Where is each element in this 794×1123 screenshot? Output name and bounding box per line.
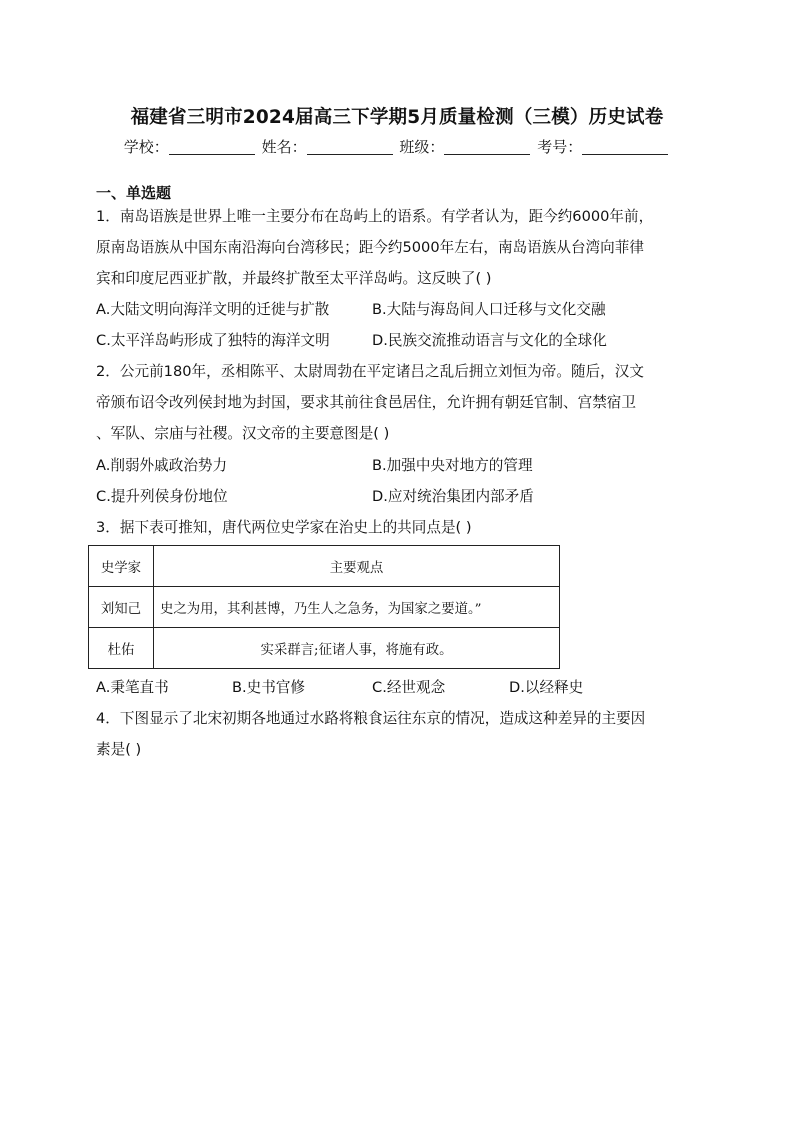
name-label: 姓名：	[261, 138, 307, 156]
table-row	[89, 628, 560, 669]
q2-stem-line-2: 帝颁布诏令改列侯封地为封国，要求其前往食邑居住，允许拥有朝廷官制、宫禁宿卫	[96, 394, 636, 411]
exam-title: 福建省三明市2024届高三下学期5月质量检测（三模）历史试卷	[130, 107, 664, 128]
section-title: 一、单选题	[96, 184, 172, 202]
student-info-row	[0, 136, 794, 157]
table-header-cell: 史学家	[89, 546, 154, 587]
q1-option-d: D.民族交流推动语言与文化的全球化	[372, 332, 607, 349]
historians-table	[88, 545, 560, 669]
q1-option-c: C.太平洋岛屿形成了独特的海洋文明	[96, 332, 330, 349]
q3-option-c: C.经世观念	[372, 679, 446, 696]
table-cell: 刘知己	[89, 587, 154, 628]
q3-option-b: B.史书官修	[232, 679, 306, 696]
name-blank	[307, 138, 393, 155]
q2-option-c: C.提升列侯身份地位	[96, 488, 228, 505]
table-cell: 史之为用，其利甚博，乃生人之急务，为国家之要道。”	[154, 587, 560, 628]
q1-stem-line-2: 原南岛语族从中国东南沿海向台湾移民；距今约5000年左右，南岛语族从台湾向菲律	[96, 239, 644, 256]
exam-number-blank	[582, 138, 668, 155]
q3-option-d: D.以经释史	[509, 679, 584, 696]
class-blank	[444, 138, 530, 155]
q1-option-b: B.大陆与海岛间人口迁移与文化交融	[372, 301, 606, 318]
school-label: 学校：	[123, 138, 169, 156]
q2-stem-line-1: 2．公元前180年，丞相陈平、太尉周勃在平定诸吕之乱后拥立刘恒为帝。随后，汉文	[96, 363, 644, 380]
class-label: 班级：	[399, 138, 445, 156]
q2-option-b: B.加强中央对地方的管理	[372, 457, 533, 474]
table-cell: 杜佑	[89, 628, 154, 669]
q4-stem-line-1: 4．下图显示了北宋初期各地通过水路将粮食运往东京的情况，造成这种差异的主要因	[96, 710, 646, 727]
table-row	[89, 587, 560, 628]
table-cell: 实采群言;征诸人事，将施有政。	[154, 628, 560, 669]
q4-stem-line-2: 素是( )	[96, 741, 142, 758]
exam-number-label: 考号：	[537, 138, 583, 156]
q3-stem-line-1: 3．据下表可推知，唐代两位史学家在治史上的共同点是( )	[96, 519, 472, 536]
q1-stem-line-3: 宾和印度尼西亚扩散，并最终扩散至太平洋岛屿。这反映了( )	[96, 270, 492, 287]
table-header-row	[89, 546, 560, 587]
q1-stem-line-1: 1．南岛语族是世界上唯一主要分布在岛屿上的语系。有学者认为，距今约6000年前，	[96, 208, 654, 225]
q2-option-a: A.削弱外戚政治势力	[96, 457, 228, 474]
q1-option-a: A.大陆文明向海洋文明的迁徙与扩散	[96, 301, 330, 318]
q2-option-d: D.应对统治集团内部矛盾	[372, 488, 534, 505]
q3-option-a: A.秉笔直书	[96, 679, 169, 696]
school-blank	[169, 138, 255, 155]
table-header-cell: 主要观点	[154, 546, 560, 587]
q2-stem-line-3: 、军队、宗庙与社稷。汉文帝的主要意图是( )	[96, 425, 390, 442]
